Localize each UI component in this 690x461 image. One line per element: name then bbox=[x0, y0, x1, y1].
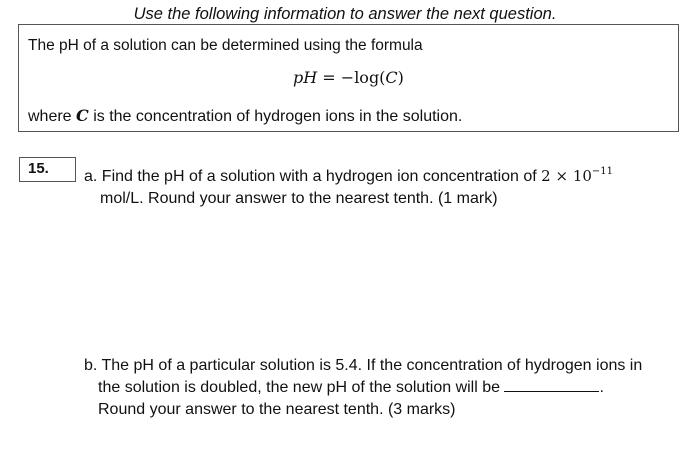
part-b-line2 bbox=[84, 377, 684, 399]
part-b-line2-text: the solution is doubled, the new pH of the solution will be bbox=[98, 379, 505, 396]
formula-lhs: pH bbox=[293, 68, 318, 87]
concentration-coefficient: 2 × 10 bbox=[541, 167, 592, 185]
concentration-exponent: −11 bbox=[591, 166, 614, 177]
answer-blank[interactable] bbox=[504, 377, 599, 392]
ph-formula bbox=[293, 68, 404, 88]
part-b-line1: b. The pH of a particular solution is 5.4. If the concentration of hydrogen ions in bbox=[84, 357, 643, 374]
formula-close: ) bbox=[397, 68, 404, 87]
variable-definition bbox=[28, 106, 462, 127]
definition-text: is the concentration of hydrogen ions in the solution. bbox=[88, 108, 463, 125]
concentration-value bbox=[541, 167, 613, 185]
definition-variable: C bbox=[76, 106, 89, 125]
info-box bbox=[18, 24, 679, 132]
question-part-b bbox=[84, 355, 684, 421]
formula-equals-log: = −log( bbox=[317, 68, 386, 87]
formula-variable: C bbox=[385, 68, 398, 87]
question-part-a bbox=[84, 161, 674, 210]
info-text: The pH of a solution can be determined using the formula bbox=[28, 37, 423, 54]
part-a-line1 bbox=[84, 161, 674, 188]
part-b-line2-period: . bbox=[599, 379, 604, 396]
part-b-line3: Round your answer to the nearest tenth. (3 marks) bbox=[98, 401, 456, 418]
definition-prefix: where bbox=[28, 108, 77, 125]
instruction-heading: Use the following information to answer the next question. bbox=[133, 5, 557, 23]
part-a-line2: mol/L. Round your answer to the nearest tenth. (1 mark) bbox=[100, 190, 498, 207]
question-number: 15. bbox=[19, 157, 76, 182]
part-a-text: a. Find the pH of a solution with a hydrogen ion concentration of bbox=[84, 168, 542, 185]
